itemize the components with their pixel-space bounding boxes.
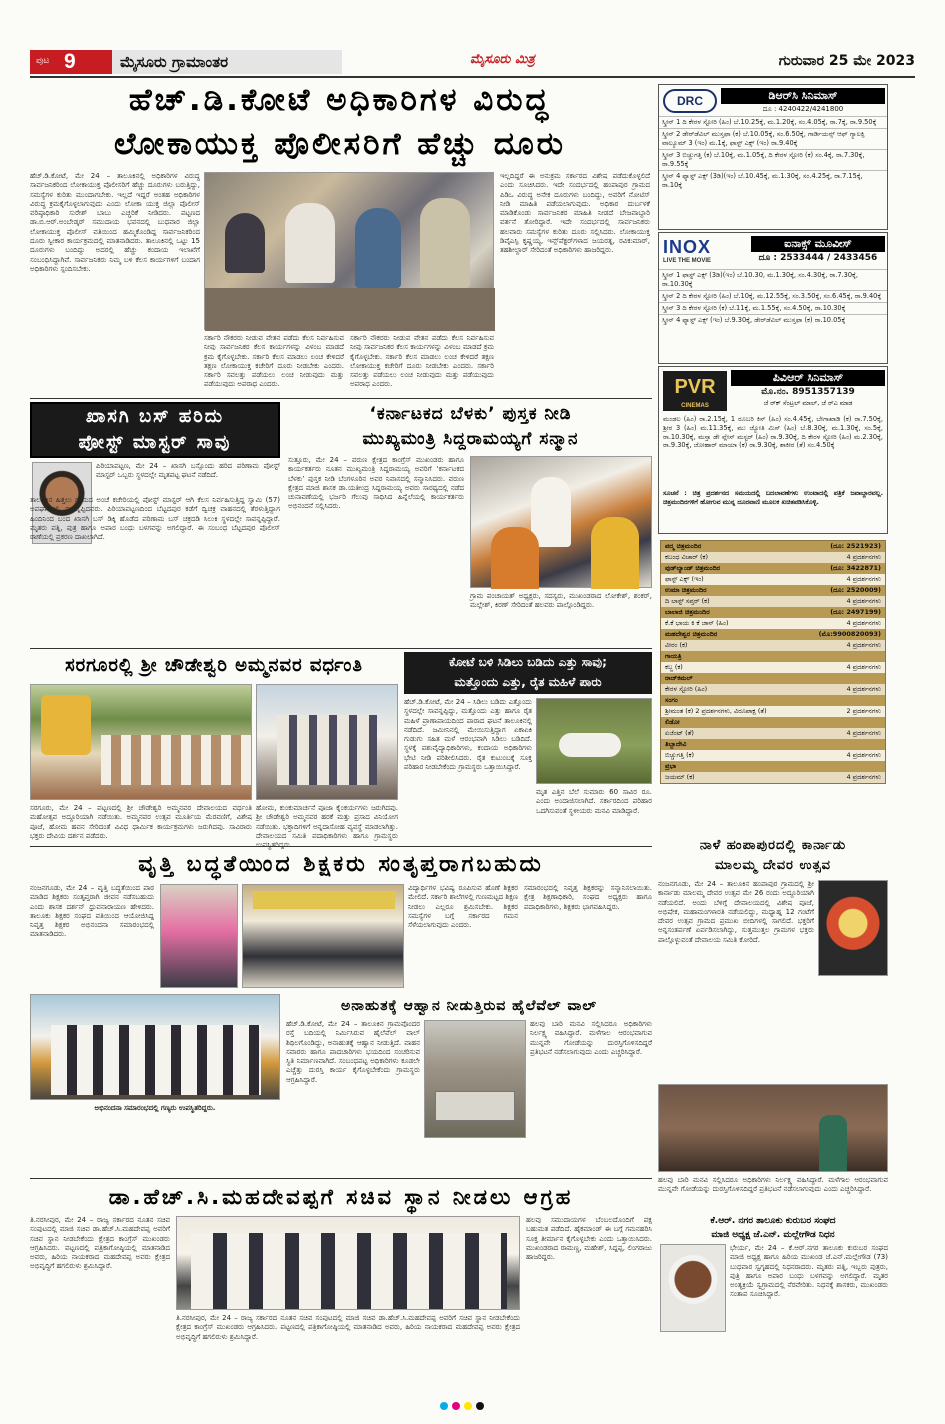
theatre-show-row [661, 728, 885, 739]
inox-title: ಐನಾಕ್ಸ್ ಮೂವೀಸ್ [751, 236, 885, 252]
minister-body: ತಿ.ನರಸೀಪುರ, ಮೇ 24 – ರಾಜ್ಯ ಸರ್ಕಾರದ ನೂತನ ಸಚಿವ ಸಂಪುಟದಲ್ಲಿ ಮಾಜಿ ಸಚಿವ ಡಾ.ಹೆಚ್.ಸಿ.ಮಹದೇವಪ್ಪ ಅವರಿಗೆ ಸಚಿವ ಸ್ಥಾನ ನೀಡಬೇಕೆಂದು ಕ್ಷೇತ್ರದ ಕಾಂಗ್ರೆಸ್ ಮುಖಂಡರು ಆಗ್ರಹಿಸಿದರು. ಪಟ್ಟಣದಲ್ಲಿ ಪತ್ರಿಕಾಗೋಷ್ಠಿಯಲ್ಲಿ ಮಾತನಾಡಿದ ಅವರು, ಹಿರಿಯ ನಾಯಕರಾದ ಮಹದೇವಪ್ಪ ಅವರು ಕ್ಷೇತ್ರದ ಅಭಿವೃದ್ಧಿಗೆ ಹಗಲಿರುಳು ಶ್ರಮಿಸಿದ್ದಾರೆ. [30, 1216, 170, 1271]
minister-body-2: ಹಲವು ಸಮುದಾಯಗಳ ಬೆಂಬಲದೊಂದಿಗೆ ಪಕ್ಷ ಬಹುಮತ ಪಡೆದಿದೆ. ಹೈಕಮಾಂಡ್ ಈ ಬಗ್ಗೆ ಗಮನಹರಿಸಿ ಸೂಕ್ತ ತೀರ್ಮಾನ ಕೈಗೊಳ್ಳಬೇಕು ಎಂದು ಒತ್ತಾಯಿಸಿದರು. ಮುಖಂಡರಾದ ರಾಮಣ್ಣ, ಮಹೇಶ್, ಸಿದ್ದಪ್ಪ, ಲಿಂಗರಾಜು ಹಾಜರಿದ್ದರು. [526, 1216, 652, 1262]
theatre-row-label: ಮಹದೇಶ್ವರ ಚಿತ್ರಮಂದಿರ [665, 630, 718, 638]
theatre-row-info: 4 ಪ್ರದರ್ಶನಗಳು [846, 685, 881, 693]
page-number: 9 [64, 50, 76, 73]
lead-body-col1: ಹೆಚ್.ಡಿ.ಕೋಟೆ, ಮೇ 24 – ತಾಲೂಕಿನಲ್ಲಿ ಅಧಿಕಾರಿಗಳ ವಿರುದ್ಧ ಸಾರ್ವಜನಿಕರಿಂದ ಲೋಕಾಯುಕ್ತ ಪೊಲೀಸರಿಗೆ ಹೆಚ್ಚು ದೂರುಗಳು ಬರುತ್ತಿದ್ದು, ಸಮಸ್ಯೆಗಳ ಕುರಿತು ಮುಂದಾಗಬೇಕು. ಇಲ್ಲದೆ ಇದ್ದರೆ ಅಂತಹ ಅಧಿಕಾರಿಗಳ ವಿರುದ್ಧ ಕ್ರಮಕೈಗೊಳ್ಳಲಾಗುವುದು ಎಂದು ಲೋಕಾ ಯುಕ್ತ ಜಿಲ್ಲಾ ಪೊಲೀಸ್ ವರಿಷ್ಠಾಧಿಕಾರಿ ಸುರೇಶ್ ಬಾಬು ಎಚ್ಚರಿಕೆ ನೀಡಿದರು. ಪಟ್ಟಣದ ಡಾ.ಬಿ.ಆರ್.ಅಂಬೇಡ್ಕರ್ ಸಮುದಾಯ ಭವನದಲ್ಲಿ ಬುಧವಾರ ಜಿಲ್ಲಾ ಲೋಕಾಯುಕ್ತ ಪೊಲೀಸ್ ವತಿಯಿಂದ ಹಮ್ಮಿಕೊಂಡಿದ್ದ ಸಾರ್ವಜನಿಕರಿಂದ ದೂರು ಸ್ವೀಕಾರ ಕಾರ್ಯಕ್ರಮದಲ್ಲಿ ಮಾತನಾಡಿದರು. ತಾಲೂಕಿನಲ್ಲಿ ಒಟ್ಟು 15 ದೂರುಗಳು ಬಂದಿದ್ದು ಅದರಲ್ಲಿ ಹೆಚ್ಚು ಕಂದಾಯ ಇಲಾಖೆಗೆ ಸಂಬಂಧಿಸಿದ್ದಾಗಿವೆ. ಸಾರ್ವಜನಿಕರು ನಿಮ್ಮ ಬಳಿ ಕೆಲಸ ಕಾರ್ಯಗಳಿಗೆ ಬಂದಾಗ ಅಧಿಕಾರಿಗಳು ಸ್ಪಂದಿಸಬೇಕು. [30, 172, 200, 273]
theatre-row-label: ಶ್ರೀಮಂತ (ಕ) 2 ಪ್ರದರ್ಶನಗಳು, ವಿರೂಪಾಕ್ಷ (ತೆ) [665, 707, 767, 715]
issue-date: ಗುರುವಾರ 25 ಮೇ 2023 [778, 53, 915, 69]
felicitation-photo [30, 994, 280, 1100]
teachers-body-3: ಸಮಾರಂಭದಲ್ಲಿ ನಿವೃತ್ತ ಶಿಕ್ಷಕರನ್ನು ಸನ್ಮಾನಿಸಲಾಯಿತು. ಕ್ಷೇತ್ರ ಶಿಕ್ಷಣಾಧಿಕಾರಿ, ಸಂಘದ ಅಧ್ಯಕ್ಷರು ಹಾಗೂ ಪದಾಧಿಕಾರಿಗಳು, ಶಿಕ್ಷಕರು ಭಾಗವಹಿಸಿದ್ದರು. [524, 884, 652, 911]
theatre-row-info: 4 ಪ್ರದರ್ಶನಗಳು [846, 553, 881, 561]
pvr-logo: PVR CINEMAS [663, 371, 727, 411]
book-headline-line1: ‘ಕರ್ನಾಟಕದ ಬೆಳಕು’ ಪುಸ್ತಕ ನೀಡಿ [369, 404, 572, 424]
minister-body-3: ತಿ.ನರಸೀಪುರ, ಮೇ 24 – ರಾಜ್ಯ ಸರ್ಕಾರದ ನೂತನ ಸಚಿವ ಸಂಪುಟದಲ್ಲಿ ಮಾಜಿ ಸಚಿವ ಡಾ.ಹೆಚ್.ಸಿ.ಮಹದೇವಪ್ಪ ಅವರಿಗೆ ಸಚಿವ ಸ್ಥಾನ ನೀಡಬೇಕೆಂದು ಕ್ಷೇತ್ರದ ಕಾಂಗ್ರೆಸ್ ಮುಖಂಡರು ಆಗ್ರಹಿಸಿದರು. ಪಟ್ಟಣದಲ್ಲಿ ಪತ್ರಿಕಾಗೋಷ್ಠಿಯಲ್ಲಿ ಮಾತನಾಡಿದ ಅವರು, ಹಿರಿಯ ನಾಯಕರಾದ ಮಹದೇವಪ್ಪ ಅವರು ಕ್ಷೇತ್ರದ ಅಭಿವೃದ್ಧಿಗೆ ಹಗಲಿರುಳು ಶ್ರಮಿಸಿದ್ದಾರೆ. [176, 1314, 520, 1341]
theatre-row-info: 4 ಪ್ರದರ್ಶನಗಳು [846, 773, 881, 781]
lightning-headline-line1: ಕೋಟೆ ಬಳಿ ಸಿಡಿಲು ಬಡಿದು ಎತ್ತು ಸಾವು; [449, 655, 607, 669]
masthead-logo: ಮೈಸೂರು ಮಿತ್ರ [470, 52, 535, 67]
festival-field-photo [658, 1084, 888, 1172]
theatre-row-label: ಸಂಗಂ [665, 696, 678, 704]
theatre-row-label: ತಿಬ್ಬಾದೇವಿ [665, 740, 687, 748]
theatre-row-label: ಏಜೆಂಟ್ (ತೆ) [665, 729, 694, 737]
inox-screen-row: ಸ್ಕ್ರೀನ್ 1 ಫಾಸ್ಟ್ ಎಕ್ಸ್ (3ಡಿ)(ಇಂ) ಬೆ.10.30, ಮ.1.30ಕ್ಕೆ, ಸಂ.4.30ಕ್ಕೆ, ರಾ.7.30ಕ್ಕೆ, ರಾ.10.30ಕ್ಕೆ [659, 269, 887, 290]
mid-divider-3 [30, 1178, 652, 1179]
teachers-photo-2 [242, 884, 404, 988]
teachers-photo-1 [160, 884, 238, 988]
wall-body: ಹೆಚ್.ಡಿ.ಕೋಟೆ, ಮೇ 24 – ತಾಲೂಕಿನ ಗ್ರಾಮವೊಂದರ ರಸ್ತೆ ಬದಿಯಲ್ಲಿ ನಿರ್ಮಿಸಿರುವ ಹೈಲೆವೆಲ್ ವಾಲ್ ಶಿಥಿಲಗೊಂಡಿದ್ದು, ಅನಾಹುತಕ್ಕೆ ಆಹ್ವಾನ ನೀಡುತ್ತಿದೆ. ವಾಹನ ಸವಾರರು ಹಾಗೂ ಪಾದಚಾರಿಗಳು ಭಯದಿಂದ ಸಂಚರಿಸುವ ಸ್ಥಿತಿ ನಿರ್ಮಾಣವಾಗಿದೆ. ಸಂಬಂಧಪಟ್ಟ ಅಧಿಕಾರಿಗಳು ಕೂಡಲೇ ಎಚ್ಚೆತ್ತು ದುರಸ್ತಿ ಕಾರ್ಯ ಕೈಗೊಳ್ಳಬೇಕೆಂದು ಗ್ರಾಮಸ್ಥರು ಆಗ್ರಹಿಸಿದ್ದಾರೆ. [286, 1020, 420, 1084]
theatre-row-label: ಕೆ.ಕೆ ಭಾಯ ಕಿ ಕೆ ಜಾನ್ (ಹಿಂ) [665, 619, 729, 627]
theatre-row-info: 4 ಪ್ರದರ್ಶನಗಳು [846, 575, 881, 583]
pvr-phone: ಮೊ.ನಂ. 8951357139 [761, 387, 855, 397]
temple-body: ಸರಗೂರು, ಮೇ 24 – ಪಟ್ಟಣದಲ್ಲಿ ಶ್ರೀ ಚೌಡೇಶ್ವರಿ ಅಮ್ಮನವರ ದೇವಾಲಯದ ವರ್ಧಂತಿ ಮಹೋತ್ಸವ ಅದ್ದೂರಿಯಾಗಿ ನಡೆಯಿತು. ಅಮ್ಮನವರ ಉತ್ಸವ ಮೂರ್ತಿಯ ಮೆರವಣಿಗೆ, ವಿಶೇಷ ಪೂಜೆ, ಹೋಮ ಹವನ ಸೇರಿದಂತೆ ವಿವಿಧ ಧಾರ್ಮಿಕ ಕಾರ್ಯಕ್ರಮಗಳು ಜರುಗಿದವು. ಸಾವಿರಾರು ಭಕ್ತರು ದೇವಿಯ ದರ್ಶನ ಪಡೆದರು. [30, 804, 252, 840]
lightning-photo [536, 698, 652, 784]
theatre-row-label: ಪ್ರಭಾ [665, 762, 677, 770]
drc-title: ಡಿಆರ್‌ಸಿ ಸಿನಿಮಾಸ್ [721, 88, 885, 104]
drc-screen-row: ಸ್ಕ್ರೀನ್ 1 ದಿ ಕೇರಳ ಸ್ಟೋರಿ (ಹಿಂ) ಬೆ.10.25ಕ್ಕೆ, ಮ.1.20ಕ್ಕೆ, ಸಂ.4.05ಕ್ಕೆ, ರಾ.7ಕ್ಕೆ, ರಾ.9.50ಕ್ಕೆ [659, 116, 887, 128]
pvr-note: ಸೂಚನೆ : ಚಿತ್ರ ಪ್ರದರ್ಶನದ ಸಮಯದಲ್ಲಿ ಬದಲಾವಣೆಗಳು ಉಂಟಾದಲ್ಲಿ ಪತ್ರಿಕೆ ಜವಾಬ್ದಾರವಲ್ಲ. ಚಿತ್ರಮಂದಿರಗಳಿಗೆ ಹೋಗುವ ಮುನ್ನ ದೂರವಾಣಿ ಮೂಲಕ ಖಚಿತಪಡಿಸಿಕೊಳ್ಳಿ. [663, 489, 883, 506]
theatre-show-row [661, 574, 885, 585]
teachers-body: ನಂಜನಗೂಡು, ಮೇ 24 – ವೃತ್ತಿ ಬದ್ಧತೆಯಿಂದ ಪಾಠ ಮಾಡಿದ ಶಿಕ್ಷಕರು ಸಂತೃಪ್ತರಾಗಿ ಜೀವನ ನಡೆಸಬಹುದು ಎಂದು ಶಾಸಕ ದರ್ಶನ್ ಧ್ರುವನಾರಾಯಣ ಹೇಳಿದರು. ತಾಲೂಕು ಶಿಕ್ಷಕರ ಸಂಘದ ವತಿಯಿಂದ ಆಯೋಜಿಸಿದ್ದ ನಿವೃತ್ತ ಶಿಕ್ಷಕರ ಅಭಿನಂದನಾ ಸಮಾರಂಭದಲ್ಲಿ ಮಾತನಾಡಿದರು. [30, 884, 154, 939]
temple-photo-2 [256, 684, 398, 800]
theatre-row-info: (ದೂ: 2497199) [830, 608, 881, 616]
wall-body-2: ಹಲವು ಬಾರಿ ಮನವಿ ಸಲ್ಲಿಸಿದರೂ ಅಧಿಕಾರಿಗಳು ನಿರ್ಲಕ್ಷ್ಯ ವಹಿಸಿದ್ದಾರೆ. ಮಳೆಗಾಲ ಆರಂಭವಾಗುವ ಮುನ್ನವೇ ಗೋಡೆಯನ್ನು ದುರಸ್ತಿಗೊಳಿಸದಿದ್ದರೆ ಪ್ರತಿಭಟನೆ ನಡೆಸಲಾಗುವುದು ಎಂದು ಎಚ್ಚರಿಸಿದ್ದಾರೆ. [530, 1020, 652, 1056]
obituary-photo [660, 1244, 726, 1332]
theatre-show-row [661, 552, 885, 563]
teachers-headline: ವೃತ್ತಿ ಬದ್ಧತೆಯಿಂದ ಶಿಕ್ಷಕರು ಸಂತೃಪ್ತರಾಗಬಹುದು [138, 852, 544, 877]
pvr-schedule: ಮಂಡಲ (ಹಿಂ) ರಾ.2.15ಕ್ಕೆ, 1 ರೂಬರಿ ಕಿಸ್ (ಹಿಂ) ಸಂ.4.45ಕ್ಕೆ, ಬೇಗಾಖಾಡಿ (ಕ) ರಾ.7.50ಕ್ಕೆ, ಶ್ರೀರ 3 (ಹಿಂ) ಮ.11.35ಕ್ಕೆ, ಮು ಜ್ಯೋತಿ ಮಿಸ್ (ಹಿಂ) ಬೆ.8.30ಕ್ಕೆ, ಮ.1.30ಕ್ಕೆ, ಸಂ.5ಕ್ಕೆ, ರಾ.10.30ಕ್ಕೆ, ಮಸ್ತಾ ಡೇ ವ್ಲೇಸ್ ಮಸ್ಟರ್ (ಹಿಂ) ರಾ.9.30ಕ್ಕೆ, ದಿ ಕೇರಳ ಸ್ಟೋರಿ (ಹಿಂ) ಮ.2.30ಕ್ಕೆ, ರಾ.9.30ಕ್ಕೆ, ಜೋಹಾರ್ ಮಾಯಾ (ಕ) ರಾ.9.30ಕ್ಕೆ, ಶಾಕೀರ (ತೆ) ಸಂ.4.50ಕ್ಕೆ [663, 415, 883, 450]
bus-headline-box [30, 402, 280, 458]
drc-screen-row: ಸ್ಕ್ರೀನ್ 4 ಫ್ಯಾಸ್ಟ್ ಎಕ್ಸ್ (3ಡಿ)(ಇಂ) ಬೆ.10.45ಕ್ಕೆ, ಮ.1.30ಕ್ಕೆ, ಸಂ.4.25ಕ್ಕೆ, ರಾ.7.15ಕ್ಕೆ, ರಾ.10ಕ್ಕೆ [659, 170, 887, 191]
theatre-row-info: (ದೂ: 2520009) [830, 586, 881, 594]
festival-headline-line1: ನಾಳೆ ಹಂಪಾಪುರದಲ್ಲಿ ಕಾರ್ನಾಡು [699, 838, 847, 853]
book-headline-line2: ಮುಖ್ಯಮಂತ್ರಿ ಸಿದ್ದರಾಮಯ್ಯಗೆ ಸನ್ಮಾನ [362, 429, 579, 449]
inox-screen-row: ಸ್ಕ್ರೀನ್ 4 ಫ್ಯಾಸ್ಟ್ ಎಕ್ಸ್ (ಇಂ) ಬೆ.9.30ಕ್ಕೆ, ಡೇರ್‌ಡೆವಿಲ್ ಮುಸ್ತಫಾ (ಕ) ರಾ.10.05ಕ್ಕೆ [659, 314, 887, 326]
theatre-show-row [661, 684, 885, 695]
theatre-row-label: ವೀರಂ (ಕ) [665, 641, 688, 649]
temple-photo [30, 684, 252, 800]
theatre-name-row [661, 651, 885, 662]
theatre-row-label: ರಾಜ್‌ಕಮಲ್ [665, 674, 693, 682]
lead-photo [204, 172, 494, 330]
drc-cinema-box [658, 84, 888, 230]
theatre-name-row [661, 541, 885, 552]
lead-divider [30, 398, 652, 399]
theatre-name-row [661, 739, 885, 750]
pvr-cinema-box [658, 366, 888, 534]
temple-body-2: ಹೋಮ, ಕುಂಕುಮಾರ್ಚನೆ ಪೂಜಾ ಕೈಂಕರ್ಯಗಳು ಜರುಗಿದವು. ಶ್ರೀ ಚೌಡೇಶ್ವರಿ ಅಮ್ಮನವರ ಹರಕೆ ಮತ್ತು ಪ್ರಸಾದ ವಿನಿಯೋಗ ನಡೆಯಿತು. ಭಕ್ತಾದಿಗಳಿಗೆ ಅನ್ನದಾಸೋಹ ವ್ಯವಸ್ಥೆ ಮಾಡಲಾಗಿತ್ತು. ದೇವಾಲಯದ ಸಮಿತಿ ಪದಾಧಿಕಾರಿಗಳು ಹಾಗೂ ಗ್ರಾಮಸ್ಥರು [256, 804, 398, 840]
header-divider [30, 76, 915, 78]
theatre-row-label: ಜಯಮ್ (ಕ) [665, 773, 695, 781]
pvr-address: ಜೆ ರ್‌ಕ್ ಸೆಂಟ್ರಲ್ ಮಾಲ್, ಜೆ ರ್‌ಎ ಮಾಡ [763, 399, 853, 407]
theatre-row-label: ಗಾಯತ್ರಿ [665, 652, 682, 660]
theatre-row-info: 2 ಪ್ರದರ್ಶನಗಳು [846, 707, 881, 715]
theatre-row-info: (ದೂ: 3422871) [830, 564, 881, 572]
inox-screen-row: ಸ್ಕ್ರೀನ್ 3 ದಿ ಕೇರಳ ಸ್ಟೋರಿ (ಕ) ಬೆ.11ಕ್ಕೆ, ಮ.1.55ಕ್ಕೆ, ಸಂ.4.50ಕ್ಕೆ, ರಾ.10.30ಕ್ಕೆ [659, 302, 887, 314]
page-header [30, 50, 915, 74]
page-number-badge [30, 50, 112, 74]
lightning-body: ಹೆಚ್.ಡಿ.ಕೋಟೆ, ಮೇ 24 – ಸಿಡಿಲು ಬಡಿದು ಎತ್ತೊಂದು ಸ್ಥಳದಲ್ಲೇ ಸಾವನ್ನಪ್ಪಿದ್ದು, ಮತ್ತೊಂದು ಎತ್ತು ಹಾಗೂ ರೈತ ಮಹಿಳೆ ಪ್ರಾಣಾಪಾಯದಿಂದ ಪಾರಾದ ಘಟನೆ ತಾಲೂಕಿನಲ್ಲಿ ನಡೆದಿದೆ. ಜಮೀನಿನಲ್ಲಿ ಮೇಯಿಸುತ್ತಿದ್ದಾಗ ಏಕಾಏಕಿ ಗುಡುಗು ಸಹಿತ ಮಳೆ ಆರಂಭವಾಗಿ ಸಿಡಿಲು ಬಡಿದಿದೆ. ಸ್ಥಳಕ್ಕೆ ಪಶುವೈದ್ಯಾಧಿಕಾರಿಗಳು, ಕಂದಾಯ ಅಧಿಕಾರಿಗಳು ಭೇಟಿ ನೀಡಿ ಪರಿಶೀಲಿಸಿದರು. ರೈತ ಕುಟುಂಬಕ್ಕೆ ಸೂಕ್ತ ಪರಿಹಾರ ನೀಡಬೇಕೆಂದು ಗ್ರಾಮಸ್ಥರು ಒತ್ತಾಯಿಸಿದ್ದಾರೆ. [404, 698, 532, 772]
lead-headline-line1: ಹೆಚ್.ಡಿ.ಕೋಟೆ ಅಧಿಕಾರಿಗಳ ವಿರುದ್ಧ [128, 82, 552, 118]
theatre-name-row [661, 717, 885, 728]
festival-body: ನಂಜನಗೂಡು, ಮೇ 24 – ತಾಲೂಕಿನ ಹಂಪಾಪುರ ಗ್ರಾಮದಲ್ಲಿ ಶ್ರೀ ಕಾರ್ನಾಡು ಮಾಲಮ್ಮ ದೇವರ ಉತ್ಸವ ಮೇ 26 ರಂದು ಅದ್ದೂರಿಯಾಗಿ ನಡೆಯಲಿದೆ. ಅಂದು ಬೆಳಿಗ್ಗೆ ದೇವಾಲಯದಲ್ಲಿ ವಿಶೇಷ ಪೂಜೆ, ಅಭಿಷೇಕ, ಮಹಾಮಂಗಳಾರತಿ ನಡೆಯಲಿದ್ದು, ಮಧ್ಯಾಹ್ನ 12 ಗಂಟೆಗೆ ದೇವರ ಉತ್ಸವ ಗ್ರಾಮದ ಪ್ರಮುಖ ಬೀದಿಗಳಲ್ಲಿ ಸಾಗಲಿದೆ. ಭಕ್ತರಿಗೆ ಅನ್ನಸಂತರ್ಪಣೆ ಏರ್ಪಡಿಸಲಾಗಿದ್ದು, ಸುತ್ತಮುತ್ತಲ ಗ್ರಾಮಗಳ ಭಕ್ತರು ಪಾಲ್ಗೊಳ್ಳುವಂತೆ ದೇವಾಲಯ ಸಮಿತಿ ಕೋರಿದೆ. [658, 880, 814, 944]
theatre-row-info: (ಮೊ:9900820093) [818, 630, 881, 638]
mid-divider-1 [30, 648, 652, 649]
lead-body-col4: ಇಲ್ಲದಿದ್ದರೆ ಈ ಅನುಕ್ರಮ ಸರ್ಕಾರದ ವಿಶೇಷ ಪಡೆದುಕೊಳ್ಳಲಿದೆ ಎಂದು ಸೂಚಿಸಿದರು. ಇದೇ ಸಂದರ್ಭದಲ್ಲಿ ಹಂಪಾಪುರ ಗ್ರಾಮದ ಪಿಡಿಒ ವಿರುದ್ಧ ಅನೇಕ ದೂರುಗಳು ಬಂದಿದ್ದು, ಅವರಿಗೆ ನೋಟಿಸ್ ನೀಡಿ ಮಾಹಿತಿ ಪಡೆಯಲಾಗುವುದು. ಅಧಿಕಾರ ದುರ್ಬಳಕೆ ಮಾಡಿಕೊಂಡು ಸಾರ್ವಜನಿಕರ ಮಾಹಿತಿ ನೀಡದೆ ಬೇಜವಾಬ್ದಾರಿ ವರ್ತನೆ ತೋರಿದ್ದಾರೆ. ಇದೇ ಸಂದರ್ಭದಲ್ಲಿ ಸಾರ್ವಜನಿಕರು ಹಲವಾರು ಸಮಸ್ಯೆಗಳ ಕುರಿತು ದೂರು ಸಲ್ಲಿಸಿದರು. ಲೋಕಾಯುಕ್ತ ಡಿವೈಎಸ್ಪಿ ಕೃಷ್ಣಯ್ಯ, ಇನ್ಸ್‌ಪೆಕ್ಟರ್‌ಗಳಾದ ಜಯರತ್ನ, ರವಿಕುಮಾರ್, ತಹಶೀಲ್ದಾರ್ ಸೇರಿದಂತೆ ಅಧಿಕಾರಿಗಳು ಹಾಜರಿದ್ದರು. [500, 172, 650, 255]
theatre-show-row [661, 596, 885, 607]
festival-body-2: ಹಲವು ಬಾರಿ ಮನವಿ ಸಲ್ಲಿಸಿದರೂ ಅಧಿಕಾರಿಗಳು ನಿರ್ಲಕ್ಷ್ಯ ವಹಿಸಿದ್ದಾರೆ. ಮಳೆಗಾಲ ಆರಂಭವಾಗುವ ಮುನ್ನವೇ ಗೋಡೆಯನ್ನು ದುರಸ್ತಿಗೊಳಿಸದಿದ್ದರೆ ಪ್ರತಿಭಟನೆ ನಡೆಸಲಾಗುವುದು ಎಂದು ಎಚ್ಚರಿಸಿದ್ದಾರೆ. [658, 1176, 888, 1194]
inox-cinema-box [658, 232, 888, 364]
lead-headline-line2: ಲೋಕಾಯುಕ್ತ ಪೊಲೀಸರಿಗೆ ಹೆಚ್ಚು ದೂರು [114, 126, 566, 162]
theatre-table [660, 540, 886, 784]
theatre-row-info: (ದೂ: 2521923) [830, 542, 881, 550]
theatre-row-label: ಪದ್ಮ ಚಿತ್ರಮಂದಿರ [665, 542, 702, 550]
festival-headline-line2: ಮಾಲಮ್ಮ ದೇವರ ಉತ್ಸವ [715, 858, 831, 873]
inox-schedule [659, 269, 887, 326]
wall-photo [424, 1020, 526, 1138]
theatre-row-label: ಕಬಂಧ ವಿಚಾರ್ (ಕ) [665, 553, 709, 561]
theatre-name-row [661, 629, 885, 640]
theatre-row-info: 4 ಪ್ರದರ್ಶನಗಳು [846, 663, 881, 671]
theatre-row-label: ಬಾಲಾಜಿ ಚಿತ್ರಮಂದಿರ [665, 608, 710, 616]
bus-body: ತಾಲೂಕಿನ ಹಿತ್ತಲು ಗ್ರಾಮದ ಅಂಚೆ ಕಚೇರಿಯಲ್ಲಿ ಪೋಸ್ಟ್ ಮಾಸ್ಟರ್ ಆಗಿ ಕೆಲಸ ನಿರ್ವಹಿಸುತ್ತಿದ್ದ ಸ್ವಾಮಿ (57) ಅಪಘಾತದಲ್ಲಿ ಸಾವನ್ನಪ್ಪಿದವರು. ಪಿರಿಯಾಪಟ್ಟಣದಿಂದ ಬೆಟ್ಟದಪುರ ಕಡೆಗೆ ದ್ವಿಚಕ್ರ ವಾಹನದಲ್ಲಿ ತೆರಳುತ್ತಿದ್ದಾಗ ಹಿಂದಿನಿಂದ ಬಂದ ಖಾಸಗಿ ಬಸ್ ಡಿಕ್ಕಿ ಹೊಡೆದ ಪರಿಣಾಮ ಬಸ್ ಚಕ್ರದಡಿ ಸಿಲುಕಿ ಸ್ಥಳದಲ್ಲೇ ಸಾವನ್ನಪ್ಪಿದ್ದಾರೆ. ಮೃತರು ಪತ್ನಿ, ಪುತ್ರ ಹಾಗೂ ಅಪಾರ ಬಂಧು ಬಳಗವನ್ನು ಅಗಲಿದ್ದಾರೆ. ಈ ಸಂಬಂಧ ಬೆಟ್ಟದಪುರ ಪೊಲೀಸ್ ಠಾಣೆಯಲ್ಲಿ ಪ್ರಕರಣ ದಾಖಲಾಗಿದೆ. [30, 496, 280, 542]
mid-divider-2 [30, 846, 652, 847]
theatre-name-row [661, 607, 885, 618]
theatre-row-label: ಉಮಾ ಚಿತ್ರಮಂದಿರ [665, 586, 707, 594]
inox-logo: INOX LIVE THE MOVIE [663, 237, 712, 264]
lead-body-col3b: ಸರ್ಕಾರಿ ನೌಕರರು ನೀಡುವ ವೇತನ ಪಡೆದು ಕೆಲಸ ನಿರ್ವಹಿಸುವ ನೀವು ಸಾರ್ವಜನಿಕರ ಕೆಲಸ ಕಾರ್ಯಗಳನ್ನು ವಿಳಂಬ ಮಾಡದೆ ಕ್ರಮ ಕೈಗೊಳ್ಳಬೇಕು. ಸರ್ಕಾರಿ ಕೆಲಸ ಮಾಡಲು ಲಂಚ ಕೇಳಿದರೆ ತಕ್ಷಣ ಲೋಕಾಯುಕ್ತ ಕಚೇರಿಗೆ ದೂರು ನೀಡಬೇಕು ಎಂದರು. ಸರ್ಕಾರಿ ಸವಲತ್ತು ಪಡೆಯಲು ಲಂಚ ನೀಡುವುದು ಮತ್ತು ಪಡೆಯುವುದು ಅಪರಾಧ ಎಂದರು. [350, 334, 494, 389]
theatre-name-row [661, 585, 885, 596]
temple-headline: ಸರಗೂರಲ್ಲಿ ಶ್ರೀ ಚೌಡೇಶ್ವರಿ ಅಮ್ಮನವರ ವರ್ಧಂತಿ [65, 655, 363, 676]
minister-headline: ಡಾ.ಹೆಚ್.ಸಿ.ಮಹದೇವಪ್ಪಗೆ ಸಚಿವ ಸ್ಥಾನ ನೀಡಲು ಆಗ್ರಹ [108, 1185, 574, 1209]
theatre-row-label: ಬಿಚ್ಚುಗತ್ತಿ (ಕ) [665, 751, 695, 759]
bus-body-intro: ಪಿರಿಯಾಪಟ್ಟಣ, ಮೇ 24 – ಖಾಸಗಿ ಬಸ್ಸೊಂದು ಹರಿದ ಪರಿಣಾಮ ಪೋಸ್ಟ್ ಮಾಸ್ಟರ್ ಒಬ್ಬರು ಸ್ಥಳದಲ್ಲೇ ಮೃತಪಟ್ಟ ಘಟನೆ ನಡೆದಿದೆ. [96, 462, 280, 480]
drc-schedule [659, 116, 887, 191]
bus-headline-line2: ಪೋಸ್ಟ್ ಮಾಸ್ಟರ್ ಸಾವು [78, 432, 232, 453]
theatre-row-label: ದಿ ಲಾಸ್ಟ್ ಸಪ್ತರ್ (ಕ) [665, 597, 710, 605]
festival-idol-photo [818, 880, 888, 976]
theatre-row-label: ಲಿಡೋ [665, 718, 680, 726]
theatre-name-row [661, 761, 885, 772]
theatre-row-info: 4 ಪ್ರದರ್ಶನಗಳು [846, 619, 881, 627]
theatre-show-row [661, 618, 885, 629]
theatre-name-row [661, 563, 885, 574]
theatre-row-info: 4 ಪ್ರದರ್ಶನಗಳು [846, 597, 881, 605]
teachers-body-2: ವಿದ್ಯಾರ್ಥಿಗಳ ಭವಿಷ್ಯ ರೂಪಿಸುವ ಹೊಣೆ ಶಿಕ್ಷಕರ ಮೇಲಿದೆ. ಸರ್ಕಾರಿ ಶಾಲೆಗಳಲ್ಲಿ ಗುಣಮಟ್ಟದ ಶಿಕ್ಷಣ ನೀಡಲು ಎಲ್ಲರೂ ಶ್ರಮಿಸಬೇಕು. ಶಿಕ್ಷಕರ ಸಮಸ್ಯೆಗಳ ಬಗ್ಗೆ ಸರ್ಕಾರದ ಗಮನ ಸೆಳೆಯಲಾಗುವುದು ಎಂದರು. [408, 884, 518, 930]
obituary-body: ಭೇರ್ಯ, ಮೇ 24 – ಕೆ.ಆರ್.ನಗರ ತಾಲೂಕು ಕುರುಬರ ಸಂಘದ ಮಾಜಿ ಅಧ್ಯಕ್ಷ ಹಾಗೂ ಹಿರಿಯ ಮುಖಂಡ ಜೆ.ಎನ್.ಮಲ್ಲೇಗೌಡ (73) ಬುಧವಾರ ಸ್ವಗೃಹದಲ್ಲಿ ನಿಧನರಾದರು. ಮೃತರು ಪತ್ನಿ, ಇಬ್ಬರು ಪುತ್ರರು, ಪುತ್ರಿ ಹಾಗೂ ಅಪಾರ ಬಂಧು ಬಳಗವನ್ನು ಅಗಲಿದ್ದಾರೆ. ಮೃತರ ಅಂತ್ಯಕ್ರಿಯೆ ಸ್ವಗ್ರಾಮದಲ್ಲಿ ನೆರವೇರಿತು. ನಿಧನಕ್ಕೆ ಶಾಸಕರು, ಮುಖಂಡರು ಸಂತಾಪ ಸೂಚಿಸಿದ್ದಾರೆ. [730, 1244, 888, 1299]
theatre-name-row [661, 695, 885, 706]
lightning-headline-box [404, 652, 652, 694]
bus-headline-line1: ಖಾಸಗಿ ಬಸ್ ಹರಿದು [85, 406, 225, 427]
book-photo [470, 456, 652, 588]
book-body: ಸುತ್ತೂರು, ಮೇ 24 – ವರುಣ ಕ್ಷೇತ್ರದ ಕಾಂಗ್ರೆಸ್ ಮುಖಂಡರು ಹಾಗೂ ಕಾರ್ಯಕರ್ತರು ನೂತನ ಮುಖ್ಯಮಂತ್ರಿ ಸಿದ್ದರಾಮಯ್ಯ ಅವರಿಗೆ ‘ಕರ್ನಾಟಕದ ಬೆಳಕು’ ಪುಸ್ತಕ ನೀಡಿ ಬೆಂಗಳೂರಿನ ಅವರ ನಿವಾಸದಲ್ಲಿ ಸನ್ಮಾನಿಸಿದರು. ವರುಣ ಕ್ಷೇತ್ರದ ಮಾಜಿ ಶಾಸಕ ಡಾ.ಯತೀಂದ್ರ ಸಿದ್ದರಾಮಯ್ಯ ಅವರು ಸಾರಥ್ಯದಲ್ಲಿ ನಡೆದ ಚುನಾವಣೆಯಲ್ಲಿ ಭರ್ಜರಿ ಗೆಲುವು ಸಾಧಿಸಿದ ಹಿನ್ನೆಲೆಯಲ್ಲಿ ಕಾರ್ಯಕರ್ತರು ಅಭಿನಂದನೆ ಸಲ್ಲಿಸಿದರು. [288, 456, 464, 511]
obituary-headline-line1: ಕೆ.ಆರ್. ನಗರ ತಾಲೂಕು ಕುರುಬರ ಸಂಘದ [710, 1216, 836, 1226]
book-body-2: ಗ್ರಾಮ ಪಂಚಾಯತ್ ಅಧ್ಯಕ್ಷರು, ಸದಸ್ಯರು, ಮುಖಂಡರಾದ ಲೋಕೇಶ್, ಶಂಕರ್, ಮಲ್ಲೇಶ್, ಕಿರಣ್ ಸೇರಿದಂತೆ ಹಲವರು ಪಾಲ್ಗೊಂಡಿದ್ದರು. [470, 592, 652, 610]
section-label-box [112, 50, 342, 74]
theatre-row-info: 4 ಪ್ರದರ್ಶನಗಳು [846, 751, 881, 759]
theatre-row-label: ಕಬ್ಜ (ಕ) [665, 663, 683, 671]
pvr-title: ಪಿವಿಆರ್ ಸಿನಿಮಾಸ್ [731, 370, 885, 386]
lightning-headline-line2: ಮತ್ತೊಂದು ಎತ್ತು, ರೈತ ಮಹಿಳೆ ಪಾರು [454, 675, 602, 689]
wall-headline: ಅನಾಹುತಕ್ಕೆ ಆಹ್ವಾನ ನೀಡುತ್ತಿರುವ ಹೈಲೆವೆಲ್ ವಾಲ್ [341, 998, 597, 1014]
inox-phone: ದೂ : 2533444 / 2433456 [758, 253, 878, 263]
theatre-name-row [661, 673, 885, 684]
print-registration-marks [440, 1402, 500, 1410]
theatre-row-label: ಫಾಸ್ಟ್ ಎಕ್ಸ್ (ಇಂ) [665, 575, 704, 583]
lead-body-col3: ಸರ್ಕಾರಿ ನೌಕರರು ನೀಡುವ ವೇತನ ಪಡೆದು ಕೆಲಸ ನಿರ್ವಹಿಸುವ ನೀವು ಸಾರ್ವಜನಿಕರ ಕೆಲಸ ಕಾರ್ಯಗಳನ್ನು ವಿಳಂಬ ಮಾಡದೆ ಕ್ರಮ ಕೈಗೊಳ್ಳಬೇಕು. ಸರ್ಕಾರಿ ಕೆಲಸ ಮಾಡಲು ಲಂಚ ಕೇಳಿದರೆ ತಕ್ಷಣ ಲೋಕಾಯುಕ್ತ ಕಚೇರಿಗೆ ದೂರು ನೀಡಬೇಕು ಎಂದರು. ಸರ್ಕಾರಿ ಸವಲತ್ತು ಪಡೆಯಲು ಲಂಚ ನೀಡುವುದು ಮತ್ತು ಪಡೆಯುವುದು ಅಪರಾಧ ಎಂದರು. [204, 334, 344, 389]
lightning-body-2: ಮೃತ ಎತ್ತಿನ ಬೆಲೆ ಸುಮಾರು 60 ಸಾವಿರ ರೂ. ಎಂದು ಅಂದಾಜಿಸಲಾಗಿದೆ. ಸರ್ಕಾರದಿಂದ ಪರಿಹಾರ ಒದಗಿಸುವಂತೆ ಸ್ಥಳೀಯರು ಮನವಿ ಮಾಡಿದ್ದಾರೆ. [536, 788, 652, 815]
theatre-show-row [661, 662, 885, 673]
theatre-row-label: ವುಡ್‌ಲ್ಯಾಂಡ್ ಚಿತ್ರಮಂದಿರ [665, 564, 721, 572]
theatre-row-info: 4 ಪ್ರದರ್ಶನಗಳು [846, 729, 881, 737]
theatre-row-info: 4 ಪ್ರದರ್ಶನಗಳು [846, 641, 881, 649]
obituary-headline-line2: ಮಾಜಿ ಅಧ್ಯಕ್ಷ ಜೆ.ಎನ್. ಮಲ್ಲೇಗೌಡ ನಿಧನ [711, 1230, 835, 1240]
drc-screen-row: ಸ್ಕ್ರೀನ್ 3 ಬಿಚ್ಚುಗತ್ತಿ (ಕ) ಬೆ.10ಕ್ಕೆ, ಮ.1.05ಕ್ಕೆ, ದಿ ಕೇರಳ ಸ್ಟೋರಿ (ಕ) ಸಂ.4ಕ್ಕೆ, ರಾ.7.30ಕ್ಕೆ, ರಾ.9.55ಕ್ಕೆ [659, 149, 887, 170]
drc-screen-row: ಸ್ಕ್ರೀನ್ 2 ಡೇರ್‌ಡೆವಿಲ್ ಮುಸ್ತಫಾ (ಕ) ಬೆ.10.05ಕ್ಕೆ, ಸಂ.6.50ಕ್ಕೆ, ಗಾರ್ಡಿಯನ್ಸ್ ಆಫ್ ಗ್ಯಾಲಕ್ಸಿ ವಾಲ್ಯೂಮ್ 3 (ಇಂ) ಮ.1ಕ್ಕೆ, ಫಾಸ್ಟ್ ಎಕ್ಸ್ (ಇಂ) ರಾ.9.40ಕ್ಕೆ [659, 128, 887, 149]
section-title: ಮೈಸೂರು ಗ್ರಾಮಾಂತರ [120, 53, 229, 71]
drc-logo: DRC [663, 89, 717, 113]
theatre-show-row [661, 640, 885, 651]
theatre-row-label: ಕೇರಳ ಸ್ಟೋರಿ (ಹಿಂ) [665, 685, 708, 693]
minister-group-photo [176, 1216, 520, 1310]
inox-screen-row: ಸ್ಕ್ರೀನ್ 2 ದಿ ಕೇರಳ ಸ್ಟೋರಿ (ಹಿಂ) ಬೆ.10ಕ್ಕೆ, ಮ.12.55ಕ್ಕೆ, ಸಂ.3.50ಕ್ಕೆ, ಸಂ.6.45ಕ್ಕೆ, ರಾ.9.40ಕ್ಕೆ [659, 290, 887, 302]
theatre-show-row [661, 772, 885, 783]
drc-phone: ದೂ : 4240422/4241800 [762, 105, 844, 113]
theatre-show-row [661, 706, 885, 717]
felicitation-caption: ಅಭಿನಂದನಾ ಸಮಾರಂಭದಲ್ಲಿ ಗಣ್ಯರು ಉಪಸ್ಥಿತರಿದ್ದರು. [94, 1104, 216, 1112]
theatre-show-row [661, 750, 885, 761]
page-label: ಪುಟ [36, 56, 50, 66]
